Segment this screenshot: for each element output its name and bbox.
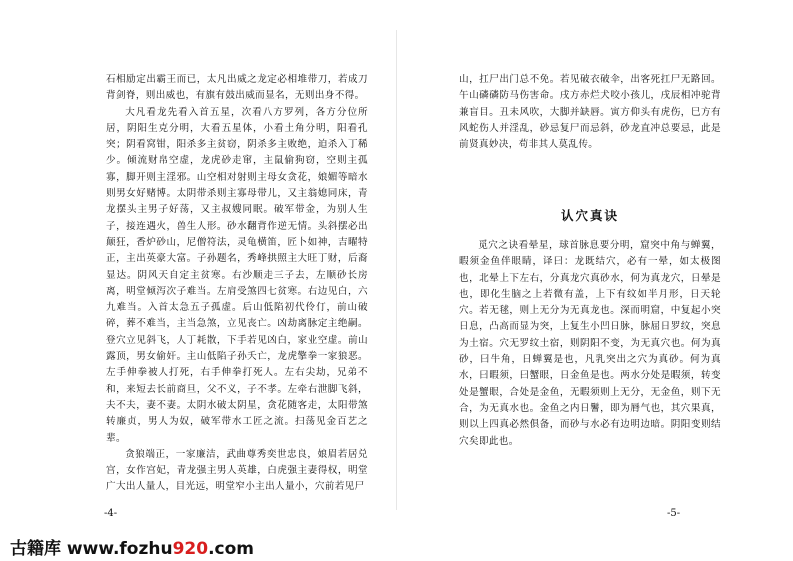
page-number-right: -5- xyxy=(667,508,681,519)
left-page-text xyxy=(106,72,368,496)
paragraph: 石相励定出霸王而已，太凡出威之龙定必相堆带刀，若成刀背剑脊，则出威也，有旗有鼓出威而显名，无则出身不得。 xyxy=(106,74,368,102)
page-number-left: -4- xyxy=(104,508,118,519)
watermark-bar xyxy=(0,531,793,561)
section-title: 认穴真诀 xyxy=(560,208,619,223)
right-page-top-text xyxy=(459,72,721,153)
watermark-url: www.fozhu920.com xyxy=(66,539,255,559)
left-page xyxy=(0,0,396,530)
watermark-text xyxy=(10,534,254,559)
paragraph: 觅穴之诀看晕星，球首脉息要分明，窟突中角与蝉翼，暇须金鱼伴眼睛，译曰：龙既结穴，必有一晕，如太极图也，北晕上下左右，分真龙穴真砂水，何为真龙穴，日晕是也，即化生脑之上若微有盖，上下有纹如半月形，日天轮穴。若无毬，则上无分为无真龙也。深而明窟，中复起小突日息，凸高而显为突，上复生小凹日脉，脉屈日罗纹，突息为土宿。穴无罗纹土宿，则阴阳不变，为无真穴也。何为真砂，曰牛角，日蝉翼是也，凡乳突出之穴为真砂。何为真水，曰暇须，曰蟹眼，日金鱼是也。两水分处是暇须，转变处是蟹眼，合处是金鱼，无暇须则上无分，无金鱼，则下无合，为无真水也。金鱼之内日鬐，即为脣气也，其穴果真，则以上四真必然俱备，而砂与水必有边明边暗。阴阳变则结穴矣即此也。 xyxy=(459,240,721,447)
watermark-brand: 古籍库 xyxy=(10,539,61,559)
paragraph: 贪狼端正，一家廉洁，武曲尊秀奕世忠良，娘眉若居兑宫，女作宫妃，青龙强主男人英雄，白虎强主妻得权，明堂广大出人量人，目光远，明堂窄小主出人量小，穴前若见尸 xyxy=(106,448,368,493)
paragraph: 大凡看龙先看入首五星，次看八方罗列，各方分位所居，阴阳生克分明，大看五星体，小看土角分明，阳看孔突；阴看窝钳，阳杀多主贫窃，阴杀多主败绝，迫杀入丁稀少。倾流财帛空虚，龙虎砂走窜，主鼠偷狗窃，空则主孤寡，脚开则主淫邪。山空相对射则主母女贪花，娘媚等暗水则男女好赌博。太阴带杀则主寡母带儿，又主翁媳同床，青龙摆头主男子好荡，又主叔嫂同眠。破军带金，为别人生子，接连遇火，兽生人形。砂水翻背作逆无情。头斜摆必出颠狂，香炉砂山，尼僧符法，灵龟横笛，匠卜如神，吉曜特正，主出英豪大富。子孙题名，秀峰拱照主大旺丁财，后裔显达。阴风天自定主贫寒。右沙顺走三子去，左顺砂长房离，明堂倾泻次子难当。左肩受煞四七贫寒。右边见白，六九难当。入首太急五子孤虚。后山低陷初代伶仃，前山破碎，葬不难当，主当急煞，立见丧亡。凶劫离脉定主绝嗣。登穴立见斜飞，人丁耗散，下手若见凶白，家业空虚。前山露顶，男女偷奸。主山低陷子孙夭亡，龙虎擎拳一家狼恶。左手伸拳被人打死，右手伸拳打死人。左右尖劫，兄弟不和，来短去长前商旦，父不义，子不孝。左牵右泄脚飞斜，夫不夫，妻不妻。太阴水破太阴星，贪花随客走，太阳带煞转廉贞，男人为奴，破军带水工匠之流。扫荡见金百艺之辈。 xyxy=(106,106,368,444)
right-page-body-text xyxy=(459,238,721,450)
paragraph: 山，扛尸出门总不免。若见破衣破伞，出客死扛尸无路回。午山磷磷防马伤害命。戌方赤烂犬咬小孩儿，戌辰相冲驼背兼盲目。丑未风吹，大脚并缺唇。寅方仰头有虎伤，巳方有风蛇伤人并淫乱，砂忌复尸而忌斜，砂龙直冲总要忌，此是前贤真妙决，苟非其人莫乱传。 xyxy=(459,74,721,151)
right-page xyxy=(397,0,793,530)
